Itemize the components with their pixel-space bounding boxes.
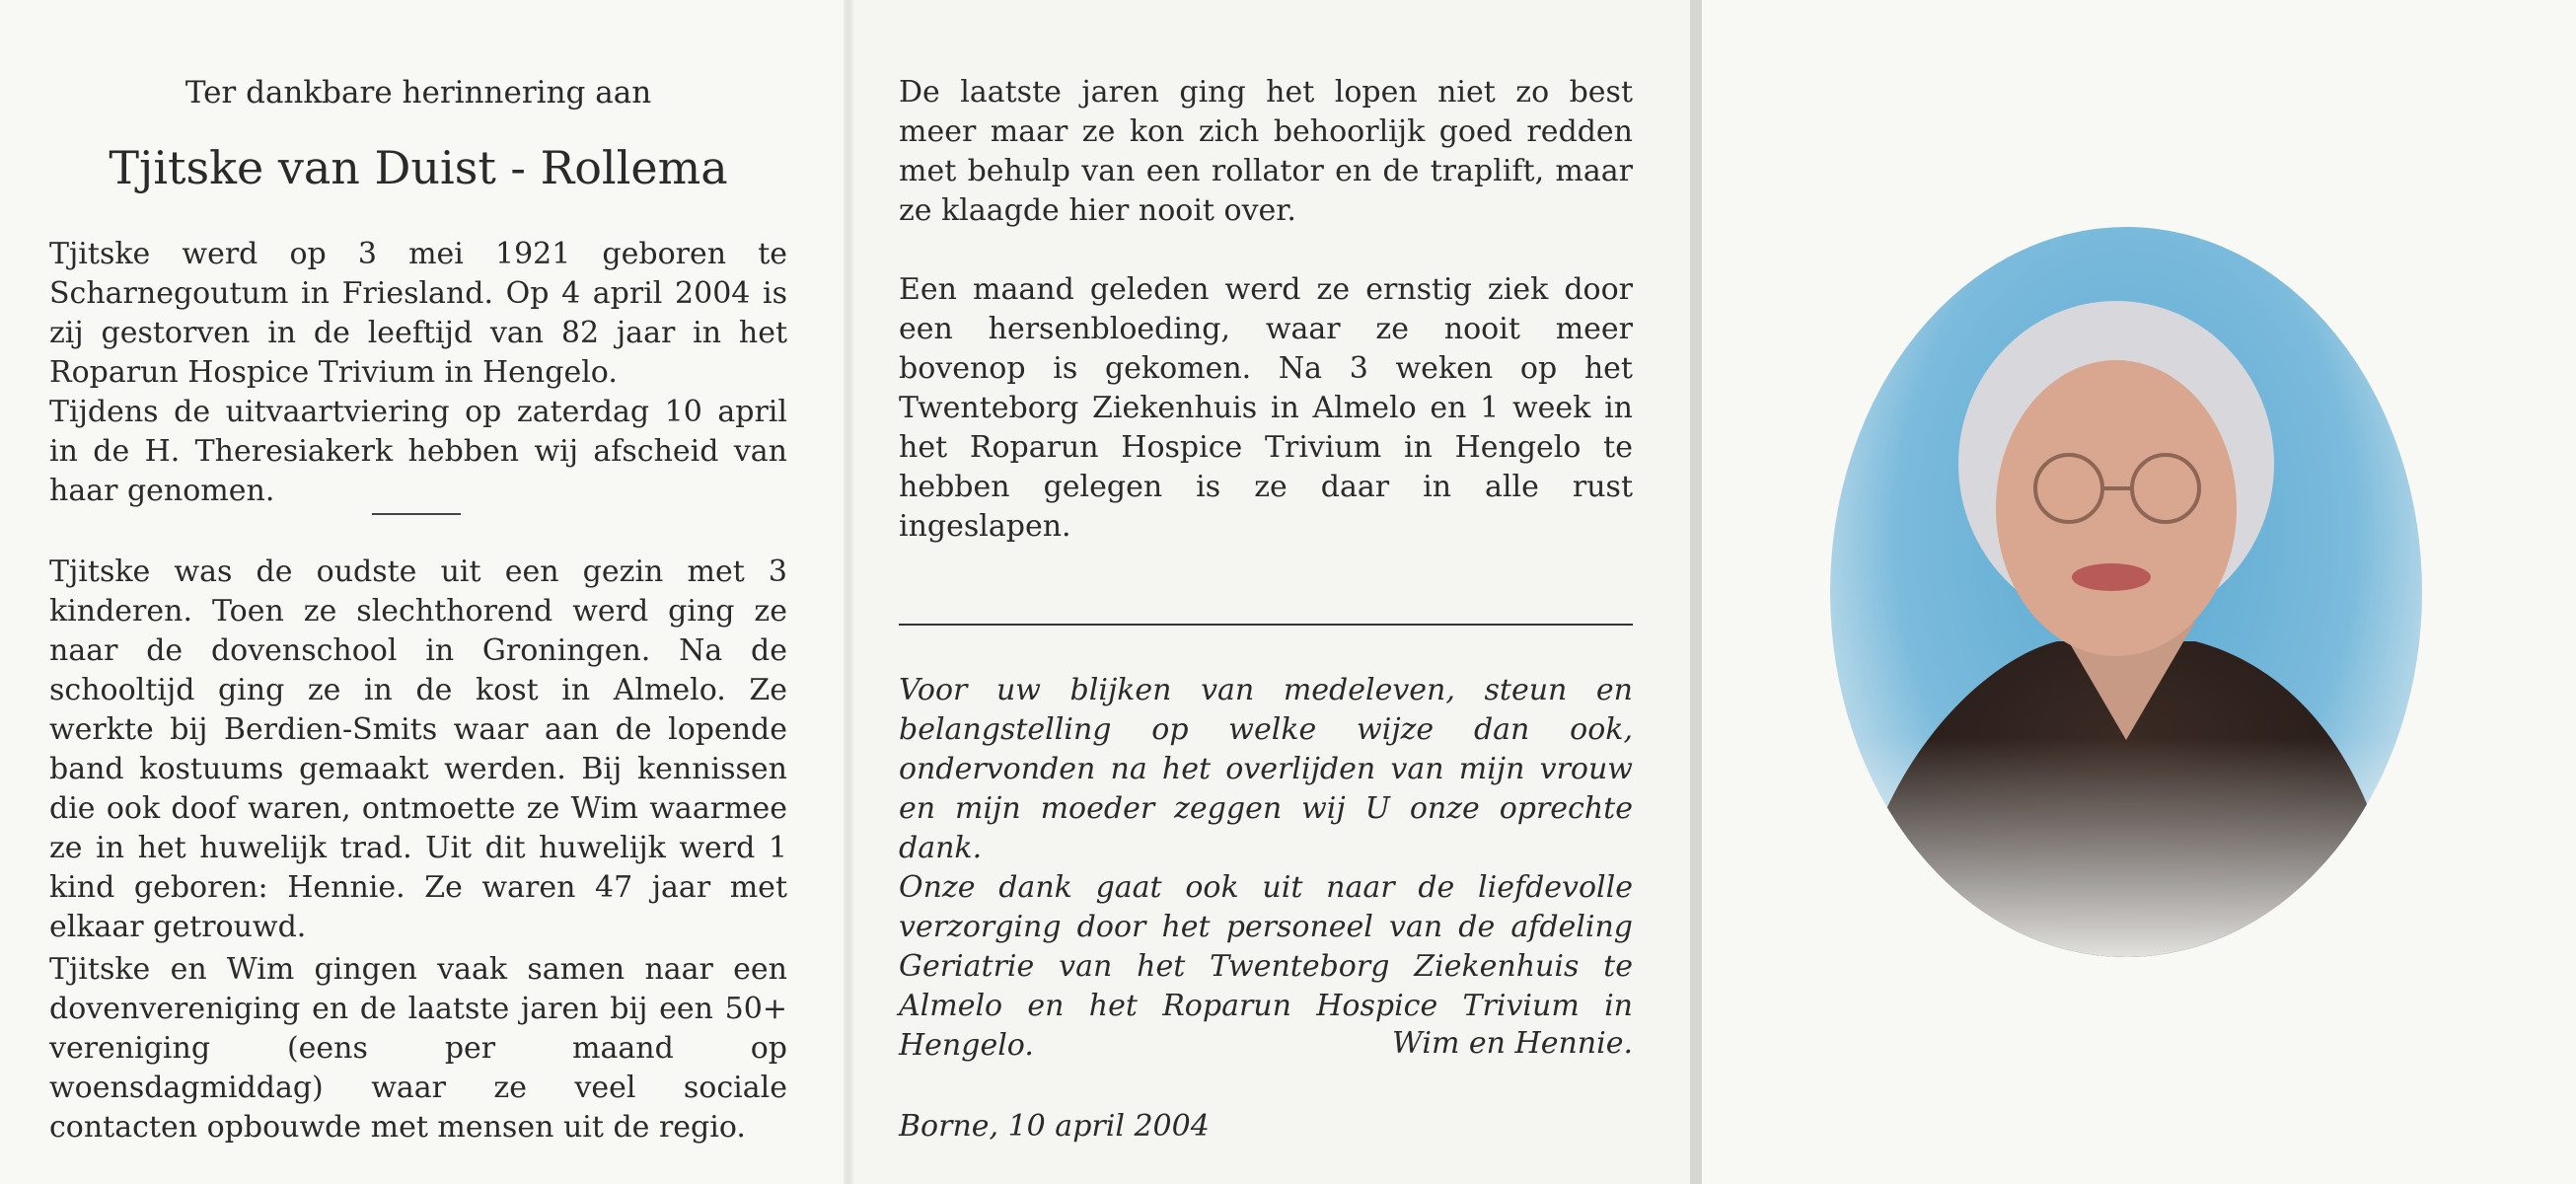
later-years-paragraph: De laatste jaren ging het lopen niet zo best meer maar ze kon zich behoorlijk goed redden met behulp van een rollator en de traplift, maar ze klaagde hier nooit over. (899, 75, 1633, 228)
intro-line: Ter dankbare herinnering aan (184, 75, 652, 111)
scan-gap (1690, 0, 1702, 1184)
short-divider (372, 513, 461, 515)
divider-line (899, 624, 1633, 626)
card-fold (844, 0, 853, 1184)
thanks-care: Onze dank gaat ook uit naar de liefdevolle verzorging door het personeel van de afdeling Geriatrie van het Twenteborg Ziekenhuis te Almelo en het Roparun Hospice Trivium in Hengelo. (899, 870, 1633, 1063)
deceased-name: Tjitske van Duist - Rollema (109, 141, 728, 194)
life-paragraph: Tjitske was de oudste uit een gezin met 3 kinderen. Toen ze slechthorend werd ging ze naar de dovenschool in Groningen. Na de schooltijd ging ze in de kost in Almelo. Ze werkte bij Berdien-Smits waar aan de lopende band kostuums gemaakt werden. Bij kennissen die ook doof waren, ontmoette ze Wim waarmee ze in het huwelijk trad. Uit dit huwelijk werd 1 kind geboren: Hennie. Ze waren 47 jaar met elkaar getrouwd. (49, 555, 787, 944)
thanks-block (899, 671, 1633, 1066)
illness-paragraph: Een maand geleden werd ze ernstig ziek door een hersenbloeding, waar ze nooit meer bovenop is gekomen. Na 3 weken op het Twenteborg Ziekenhuis in Almelo en 1 week in het Roparun Hospice Trivium in Hengelo te hebben gelegen is ze daar in alle rust ingeslapen. (899, 272, 1633, 544)
club-paragraph: Tjitske en Wim gingen vaak samen naar een dovenvereniging en de laatste jaren bij een 50+ vereniging (eens per maand op woensdagmiddag) waar ze veel sociale contacten opbouwde met mensen uit de regio. (49, 952, 787, 1145)
birth-death-text: Tjitske werd op 3 mei 1921 geboren te Scharnegoutum in Friesland. Op 4 april 2004 is zij gestorven in de leeftijd van 82 jaar in het Roparun Hospice Trivium in Hengelo. (49, 237, 787, 390)
thanks-sympathy: Voor uw blijken van medeleven, steun en belangstelling op welke wijze dan ook, ondervonden na het overlijden van mijn vrouw en mijn moeder zeggen wij U onze oprechte dank. (899, 673, 1633, 865)
portrait-image (1830, 227, 2422, 957)
place-date: Borne, 10 april 2004 (899, 1109, 1210, 1144)
birth-death-paragraph (49, 235, 787, 511)
portrait-photo (1830, 227, 2422, 957)
signature: Wim en Hennie. (1392, 1026, 1633, 1061)
funeral-text: Tijdens de uitvaartviering op zaterdag 10 april in de H. Theresiakerk hebben wij afscheid van haar genomen. (49, 395, 787, 508)
